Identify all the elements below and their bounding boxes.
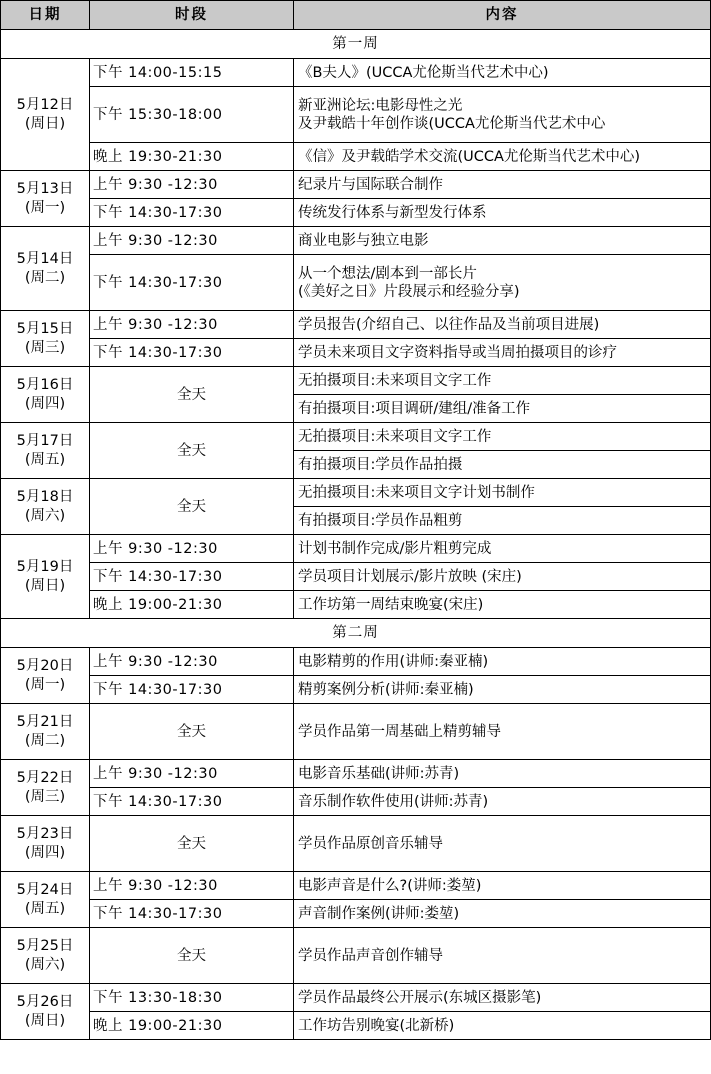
weekday-label: (周四) — [24, 844, 66, 861]
date-cell — [1, 423, 90, 479]
content-cell — [294, 704, 711, 760]
content-line: 《信》及尹载皓学术交流(UCCA尤伦斯当代艺术中心) — [298, 148, 641, 165]
date-cell — [1, 704, 90, 760]
slot-row — [1, 227, 711, 255]
content-line: 电影音乐基础(讲师:苏青) — [298, 765, 460, 782]
date-label: 5月16日 — [16, 376, 74, 393]
slot-row — [1, 788, 711, 816]
date-label: 5月18日 — [16, 488, 74, 505]
content-line: 及尹载皓十年创作谈(UCCA尤伦斯当代艺术中心 — [298, 115, 606, 132]
content-line: 学员未来项目文字资料指导或当周拍摄项目的诊疗 — [298, 344, 617, 361]
content-line: 商业电影与独立电影 — [298, 232, 429, 249]
schedule-body — [1, 1, 711, 1040]
time-cell: 上午 9:30 -12:30 — [90, 311, 294, 339]
content-line: 学员作品原创音乐辅导 — [298, 835, 443, 852]
date-cell — [1, 479, 90, 535]
time-cell: 下午 14:30-17:30 — [90, 788, 294, 816]
time-cell: 上午 9:30 -12:30 — [90, 535, 294, 563]
slot-row — [1, 367, 711, 395]
time-cell: 下午 14:30-17:30 — [90, 339, 294, 367]
content-cell — [294, 900, 711, 928]
content-cell — [294, 535, 711, 563]
slot-row — [1, 423, 711, 451]
weekday-label: (周五) — [24, 451, 66, 468]
content-cell — [294, 591, 711, 619]
content-line: 学员报告(介绍自己、以往作品及当前项目进展) — [298, 316, 600, 333]
weekday-label: (周六) — [24, 956, 66, 973]
content-cell — [294, 788, 711, 816]
slot-row — [1, 143, 711, 171]
weekday-label: (周五) — [24, 900, 66, 917]
slot-row — [1, 872, 711, 900]
weekday-label: (周三) — [24, 788, 66, 805]
date-label: 5月25日 — [16, 937, 74, 954]
time-cell: 下午 15:30-18:00 — [90, 87, 294, 143]
time-cell: 下午 14:30-17:30 — [90, 676, 294, 704]
content-cell — [294, 87, 711, 143]
header-row — [1, 1, 711, 30]
date-cell — [1, 59, 90, 171]
slot-row — [1, 591, 711, 619]
header-time: 时段 — [90, 1, 294, 30]
weekday-label: (周日) — [24, 1012, 66, 1029]
weekday-label: (周二) — [24, 732, 66, 749]
content-line: 工作坊告别晚宴(北新桥) — [298, 1017, 455, 1034]
content-cell — [294, 367, 711, 395]
date-cell — [1, 227, 90, 311]
content-line: 《B夫人》(UCCA尤伦斯当代艺术中心) — [298, 64, 549, 81]
content-line: 精剪案例分析(讲师:秦亚楠) — [298, 681, 474, 698]
slot-row — [1, 535, 711, 563]
content-cell — [294, 199, 711, 227]
content-cell — [294, 423, 711, 451]
allday-cell: 全天 — [90, 816, 294, 872]
content-cell — [294, 171, 711, 199]
time-cell: 下午 14:00-15:15 — [90, 59, 294, 87]
content-cell — [294, 984, 711, 1012]
slot-row — [1, 760, 711, 788]
time-cell: 下午 14:30-17:30 — [90, 199, 294, 227]
content-cell — [294, 227, 711, 255]
content-line: 传统发行体系与新型发行体系 — [298, 204, 487, 221]
date-cell — [1, 816, 90, 872]
content-cell — [294, 760, 711, 788]
allday-cell: 全天 — [90, 367, 294, 423]
time-cell: 下午 14:30-17:30 — [90, 255, 294, 311]
content-cell — [294, 395, 711, 423]
content-cell — [294, 451, 711, 479]
slot-row — [1, 479, 711, 507]
date-label: 5月14日 — [16, 250, 74, 267]
date-label: 5月21日 — [16, 713, 74, 730]
slot-row — [1, 171, 711, 199]
content-cell — [294, 339, 711, 367]
content-line: 学员作品最终公开展示(东城区摄影笔) — [298, 989, 542, 1006]
allday-cell: 全天 — [90, 423, 294, 479]
content-line: 学员作品第一周基础上精剪辅导 — [298, 723, 501, 740]
date-label: 5月26日 — [16, 993, 74, 1010]
slot-row — [1, 199, 711, 227]
content-cell — [294, 311, 711, 339]
date-cell — [1, 648, 90, 704]
slot-row — [1, 87, 711, 143]
content-line: 有拍摄项目:学员作品拍摄 — [298, 456, 463, 473]
time-cell: 上午 9:30 -12:30 — [90, 171, 294, 199]
header-date: 日期 — [1, 1, 90, 30]
date-label: 5月17日 — [16, 432, 74, 449]
time-cell: 晚上 19:00-21:30 — [90, 591, 294, 619]
weekday-label: (周一) — [24, 676, 66, 693]
date-cell — [1, 171, 90, 227]
date-label: 5月20日 — [16, 657, 74, 674]
time-cell: 晚上 19:30-21:30 — [90, 143, 294, 171]
time-cell: 下午 13:30-18:30 — [90, 984, 294, 1012]
date-cell — [1, 872, 90, 928]
date-label: 5月12日 — [16, 96, 74, 113]
slot-row — [1, 984, 711, 1012]
slot-row — [1, 816, 711, 872]
slot-row — [1, 339, 711, 367]
content-line: 无拍摄项目:未来项目文字工作 — [298, 428, 492, 445]
slot-row — [1, 648, 711, 676]
date-cell — [1, 760, 90, 816]
content-cell — [294, 255, 711, 311]
content-cell — [294, 872, 711, 900]
week-row — [1, 30, 711, 59]
weekday-label: (周三) — [24, 339, 66, 356]
content-line: 学员作品声音创作辅导 — [298, 947, 443, 964]
content-cell — [294, 507, 711, 535]
week-label: 第二周 — [1, 619, 711, 648]
content-line: 计划书制作完成/影片粗剪完成 — [298, 540, 492, 557]
date-label: 5月13日 — [16, 180, 74, 197]
content-line: (《美好之日》片段展示和经验分享) — [298, 283, 520, 300]
content-line: 有拍摄项目:学员作品粗剪 — [298, 512, 463, 529]
date-cell — [1, 928, 90, 984]
content-cell — [294, 928, 711, 984]
content-line: 电影声音是什么?(讲师:娄堃) — [298, 877, 482, 894]
time-cell: 上午 9:30 -12:30 — [90, 227, 294, 255]
slot-row — [1, 563, 711, 591]
slot-row — [1, 704, 711, 760]
weekday-label: (周一) — [24, 199, 66, 216]
weekday-label: (周日) — [24, 577, 66, 594]
slot-row — [1, 900, 711, 928]
content-line: 无拍摄项目:未来项目文字工作 — [298, 372, 492, 389]
date-label: 5月15日 — [16, 320, 74, 337]
week-label: 第一周 — [1, 30, 711, 59]
weekday-label: (周二) — [24, 269, 66, 286]
weekday-label: (周四) — [24, 395, 66, 412]
content-cell — [294, 143, 711, 171]
content-line: 从一个想法/剧本到一部长片 — [298, 265, 477, 282]
date-label: 5月24日 — [16, 881, 74, 898]
content-line: 有拍摄项目:项目调研/建组/准备工作 — [298, 400, 531, 417]
slot-row — [1, 676, 711, 704]
date-cell — [1, 984, 90, 1040]
date-label: 5月19日 — [16, 558, 74, 575]
slot-row — [1, 311, 711, 339]
allday-cell: 全天 — [90, 928, 294, 984]
content-cell — [294, 59, 711, 87]
allday-cell: 全天 — [90, 479, 294, 535]
slot-row — [1, 59, 711, 87]
time-cell: 下午 14:30-17:30 — [90, 900, 294, 928]
content-line: 无拍摄项目:未来项目文字计划书制作 — [298, 484, 535, 501]
date-label: 5月23日 — [16, 825, 74, 842]
slot-row — [1, 928, 711, 984]
time-cell: 下午 14:30-17:30 — [90, 563, 294, 591]
content-line: 工作坊第一周结束晚宴(宋庄) — [298, 596, 484, 613]
date-cell — [1, 535, 90, 619]
content-cell — [294, 479, 711, 507]
slot-row — [1, 255, 711, 311]
time-cell: 晚上 19:00-21:30 — [90, 1012, 294, 1040]
time-cell: 上午 9:30 -12:30 — [90, 760, 294, 788]
header-content: 内容 — [294, 1, 711, 30]
weekday-label: (周六) — [24, 507, 66, 524]
content-line: 新亚洲论坛:电影母性之光 — [298, 97, 463, 114]
week-row — [1, 619, 711, 648]
content-line: 音乐制作软件使用(讲师:苏青) — [298, 793, 489, 810]
content-line: 学员项目计划展示/影片放映 (宋庄) — [298, 568, 522, 585]
content-cell — [294, 648, 711, 676]
content-line: 纪录片与国际联合制作 — [298, 176, 443, 193]
content-line: 电影精剪的作用(讲师:秦亚楠) — [298, 653, 489, 670]
content-cell — [294, 816, 711, 872]
content-cell — [294, 1012, 711, 1040]
content-line: 声音制作案例(讲师:娄堃) — [298, 905, 460, 922]
time-cell: 上午 9:30 -12:30 — [90, 872, 294, 900]
content-cell — [294, 563, 711, 591]
weekday-label: (周日) — [24, 115, 66, 132]
slot-row — [1, 1012, 711, 1040]
date-cell — [1, 311, 90, 367]
date-cell — [1, 367, 90, 423]
date-label: 5月22日 — [16, 769, 74, 786]
time-cell: 上午 9:30 -12:30 — [90, 648, 294, 676]
allday-cell: 全天 — [90, 704, 294, 760]
content-cell — [294, 676, 711, 704]
